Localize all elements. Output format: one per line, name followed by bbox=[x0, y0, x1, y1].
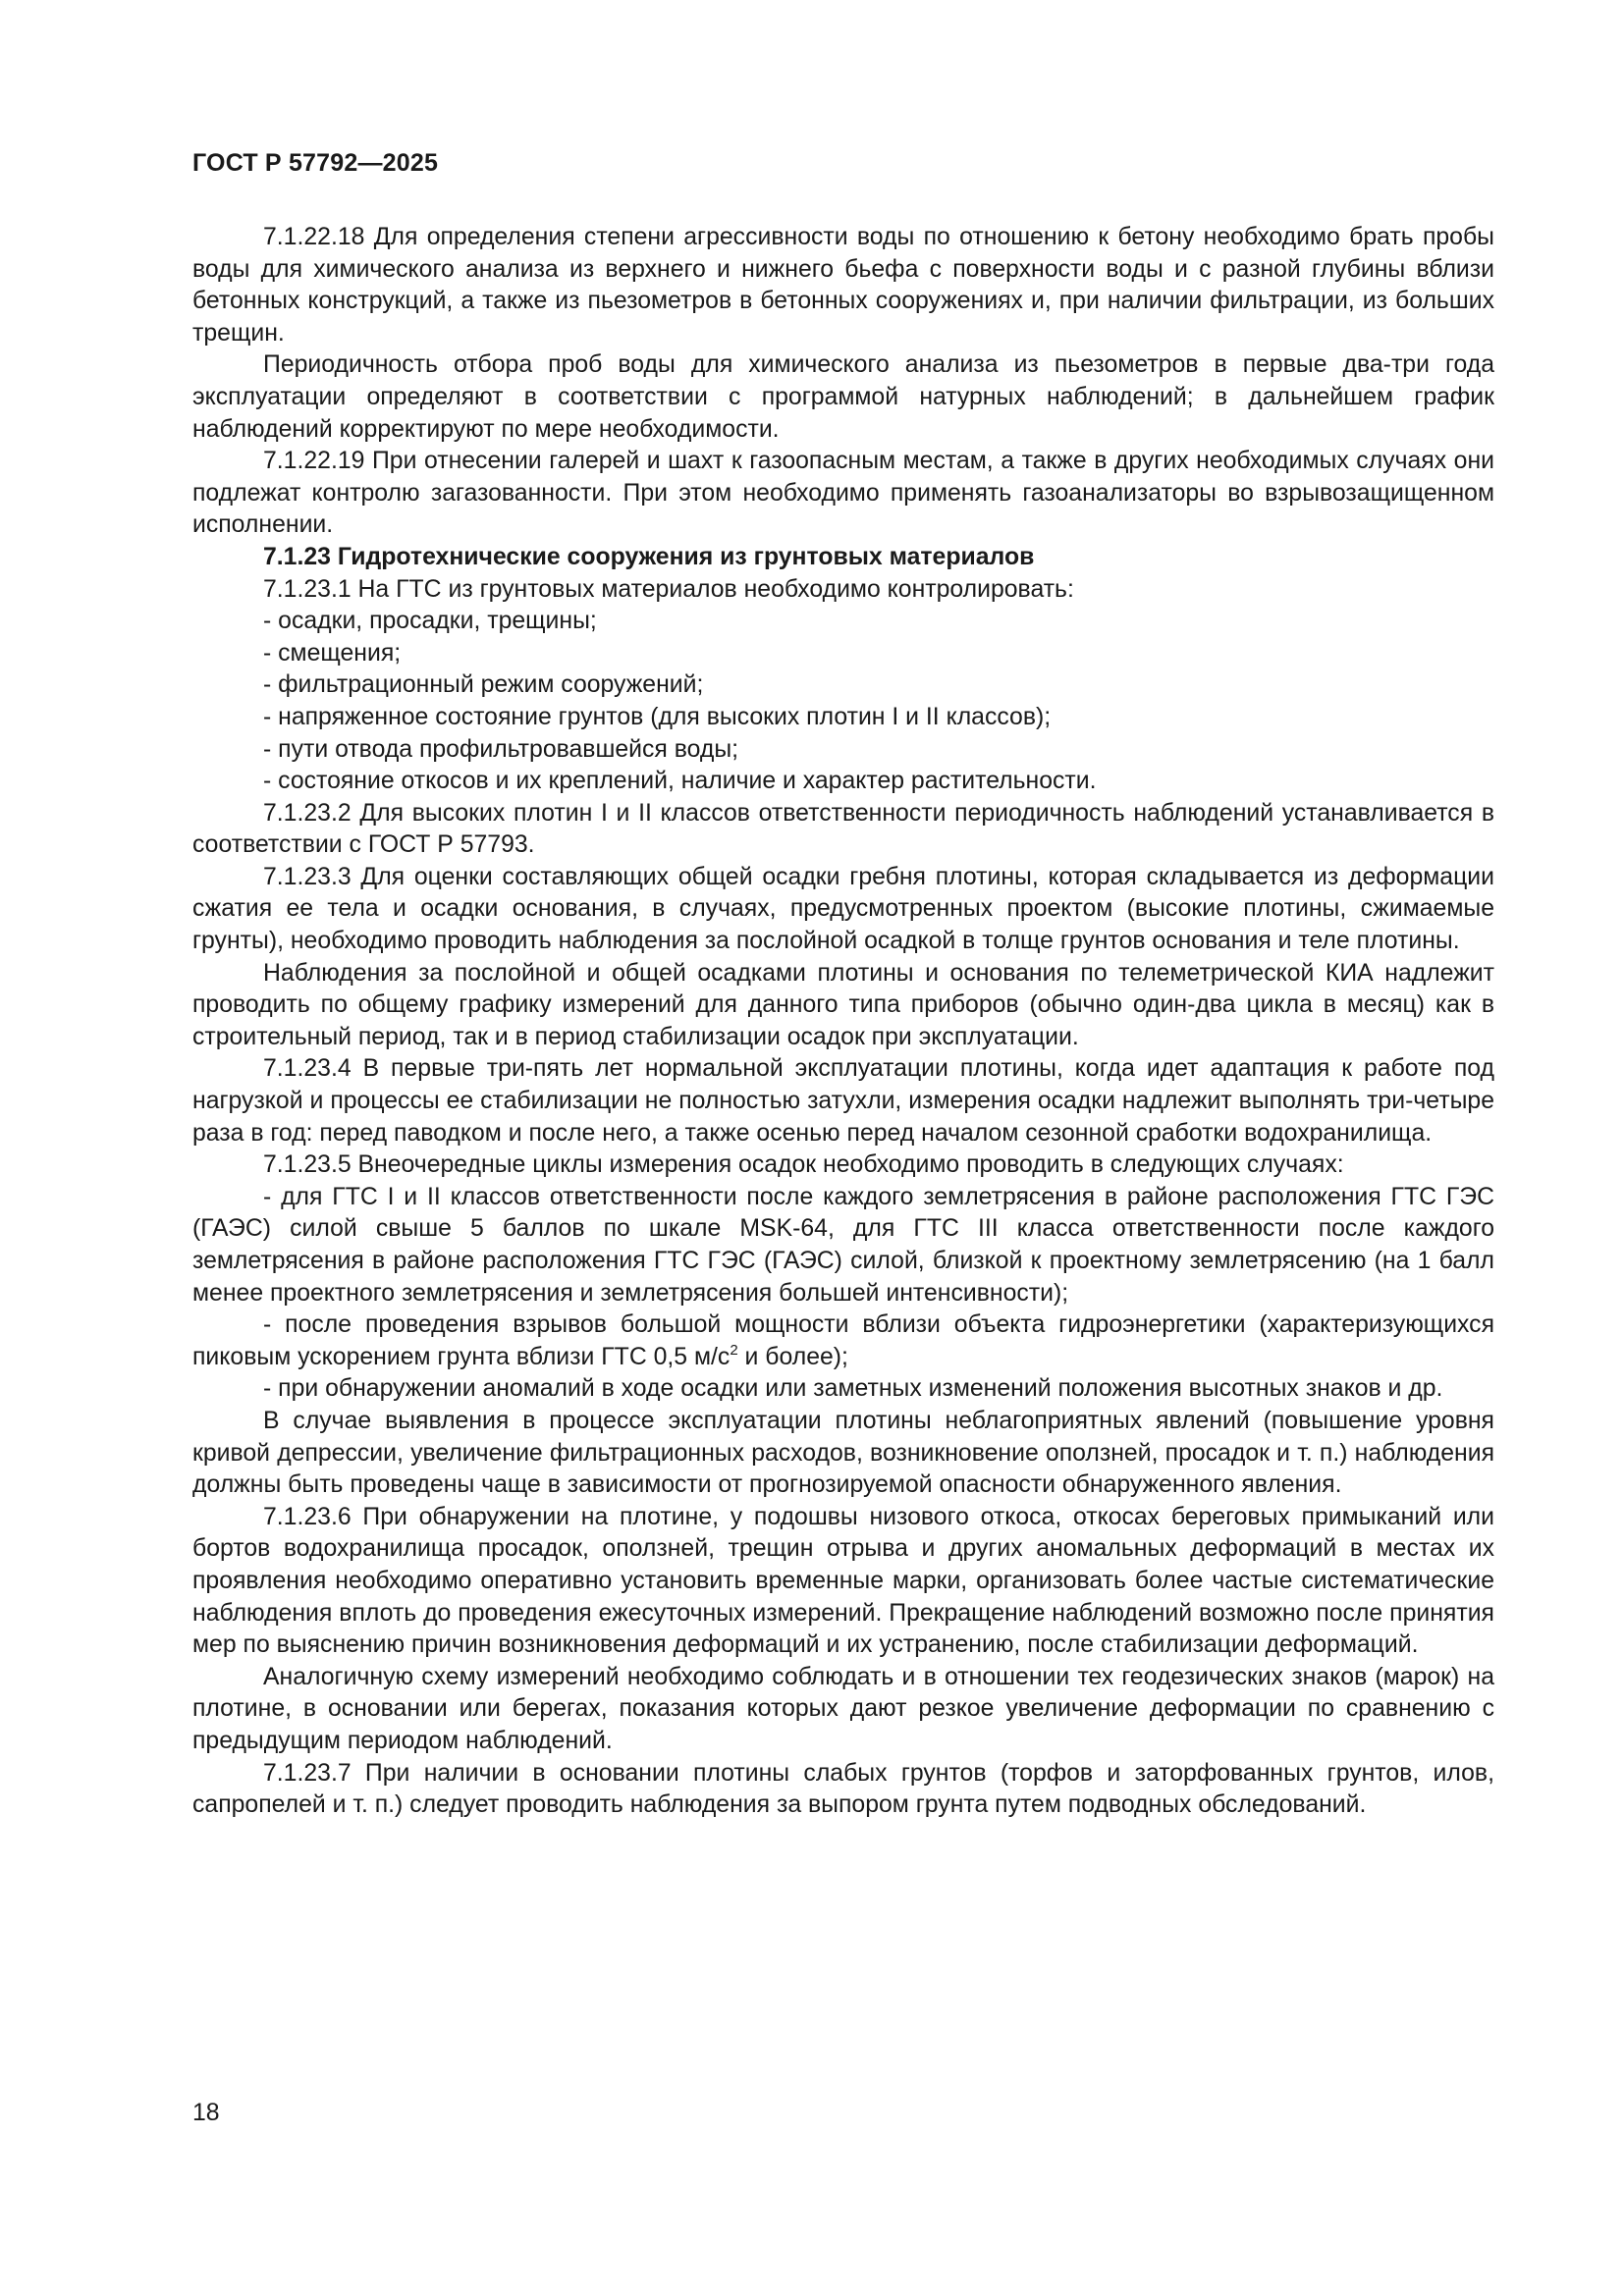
explosions-text: - после проведения взрывов большой мощности вблизи объекта гидроэнергетики (характеризующихся пиковым ускорением грунта вблизи ГТС 0,5 м/с bbox=[192, 1311, 1494, 1370]
page-number: 18 bbox=[192, 2100, 220, 2126]
paragraph-sampling-frequency: Периодичность отбора проб воды для химического анализа из пьезометров в первые два-три года эксплуатации определяют в соответствии с программой натурных наблюдений; в дальнейшем график наблюдений корректируют по мере необходимости. bbox=[192, 351, 1494, 443]
paragraph-7-1-23-7: 7.1.23.7 При наличии в основании плотины слабых грунтов (торфов и заторфованных грунтов, илов, сапропелей и т. п.) следует проводить наблюдения за выпором грунта путем подводных обследований. bbox=[192, 1759, 1494, 1819]
paragraph-adverse-phenomena: В случае выявления в процессе эксплуатации плотины неблагоприятных явлений (повышение уровня кривой депрессии, увеличение фильтрационных расходов, возникновение оползней, просадок и т. п.) наблюдения должны быть проведены чаще в зависимости от прогнозируемой опасности обнаруженного явления. bbox=[192, 1407, 1494, 1499]
paragraph-7-1-23-4: 7.1.23.4 В первые три-пять лет нормальной эксплуатации плотины, когда идет адаптация к работе под нагрузкой и процессы ее стабилизации не полностью затухли, измерения осадки надлежит выполнять три-четыре раза в год: перед паводком и после него, а также осенью перед началом сезонной сработки водохранилища. bbox=[192, 1055, 1494, 1147]
section-heading-7-1-23: 7.1.23 Гидротехнические сооружения из грунтовых материалов bbox=[263, 543, 1035, 570]
list-item-anomalies: - при обнаружении аномалий в ходе осадки или заметных изменений положения высотных знаков и др. bbox=[263, 1375, 1443, 1403]
paragraph-7-1-23-1: 7.1.23.1 На ГТС из грунтовых материалов необходимо контролировать: bbox=[263, 575, 1074, 603]
paragraph-7-1-22-19: 7.1.22.19 При отнесении галерей и шахт к газоопасным местам, а также в других необходимых случаях они подлежат контролю загазованности. При этом необходимо применять газоанализаторы во взрывозащищенном исполнении. bbox=[192, 448, 1494, 539]
paragraph-7-1-23-3: 7.1.23.3 Для оценки составляющих общей осадки гребня плотины, которая складывается из деформации сжатия ее тела и осадки основания, в случаях, предусмотренных проектом (высокие плотины, сжимаемые грунты), необходимо проводить наблюдения за послойной осадкой в толще грунтов основания и теле плотины. bbox=[192, 863, 1494, 955]
list-item: - смещения; bbox=[263, 639, 402, 667]
paragraph-7-1-22-18: 7.1.22.18 Для определения степени агрессивности воды по отношению к бетону необходимо брать пробы воды для химического анализа из верхнего и нижнего бьефа с поверхности воды и с разной глубины вблизи бетонных конструкций, а также из пьезометров в бетонных сооружениях и, при наличии фильтрации, из больших трещин. bbox=[192, 224, 1494, 347]
list-item: - напряженное состояние грунтов (для высоких плотин I и II классов); bbox=[263, 703, 1052, 730]
list-item-earthquake: - для ГТС I и II классов ответственности после каждого землетрясения в районе расположения ГТС ГЭС (ГАЭС) силой свыше 5 баллов по шкале MSK-64, для ГТС III класса ответственности после каждого землетрясения в районе расположения ГТС ГЭС (ГАЭС) силой, близкой к проектному землетрясению (на 1 балл менее проектного землетрясения и землетрясения большей интенсивности); bbox=[192, 1183, 1494, 1307]
paragraph-layer-settlement: Наблюдения за послойной и общей осадками плотины и основания по телеметрической КИА надлежит проводить по общему графику измерений для данного типа приборов (обычно один-два цикла в месяц) как в строительный период, так и в период стабилизации осадок при эксплуатации. bbox=[192, 959, 1494, 1050]
paragraph-7-1-23-2: 7.1.23.2 Для высоких плотин I и II классов ответственности периодичность наблюдений устанавливается в соответствии с ГОСТ Р 57793. bbox=[192, 799, 1494, 859]
list-item-explosions bbox=[192, 1309, 1494, 1373]
explosions-text-end: и более); bbox=[737, 1343, 848, 1370]
list-item: - фильтрационный режим сооружений; bbox=[263, 671, 704, 699]
paragraph-7-1-23-5: 7.1.23.5 Внеочередные циклы измерения осадок необходимо проводить в следующих случаях: bbox=[263, 1151, 1344, 1179]
standard-id-header: ГОСТ Р 57792—2025 bbox=[192, 149, 439, 177]
list-item: - осадки, просадки, трещины; bbox=[263, 608, 597, 635]
paragraph-geodetic-marks: Аналогичную схему измерений необходимо соблюдать и в отношении тех геодезических знаков (марок) на плотине, в основании или берегах, показания которых дают резкое увеличение деформации по сравнению с предыдущим периодом наблюдений. bbox=[192, 1663, 1494, 1754]
list-item: - состояние откосов и их креплений, наличие и характер растительности. bbox=[263, 768, 1097, 795]
superscript-2: 2 bbox=[730, 1341, 738, 1359]
paragraph-7-1-23-6: 7.1.23.6 При обнаружении на плотине, у подошвы низового откоса, откосах береговых примыканий или бортов водохранилища просадок, оползней, трещин отрыва и других аномальных деформаций в местах их проявления необходимо оперативно установить временные марки, организовать более частые систематические наблюдения вплоть до проведения ежесуточных измерений. Прекращение наблюдений возможно после принятия мер по выяснению причин возникновения деформаций и их устранению, после стабилизации деформаций. bbox=[192, 1503, 1494, 1659]
document-page bbox=[192, 0, 1494, 2296]
list-item: - пути отвода профильтровавшейся воды; bbox=[263, 735, 739, 763]
document-body bbox=[192, 222, 1494, 1822]
